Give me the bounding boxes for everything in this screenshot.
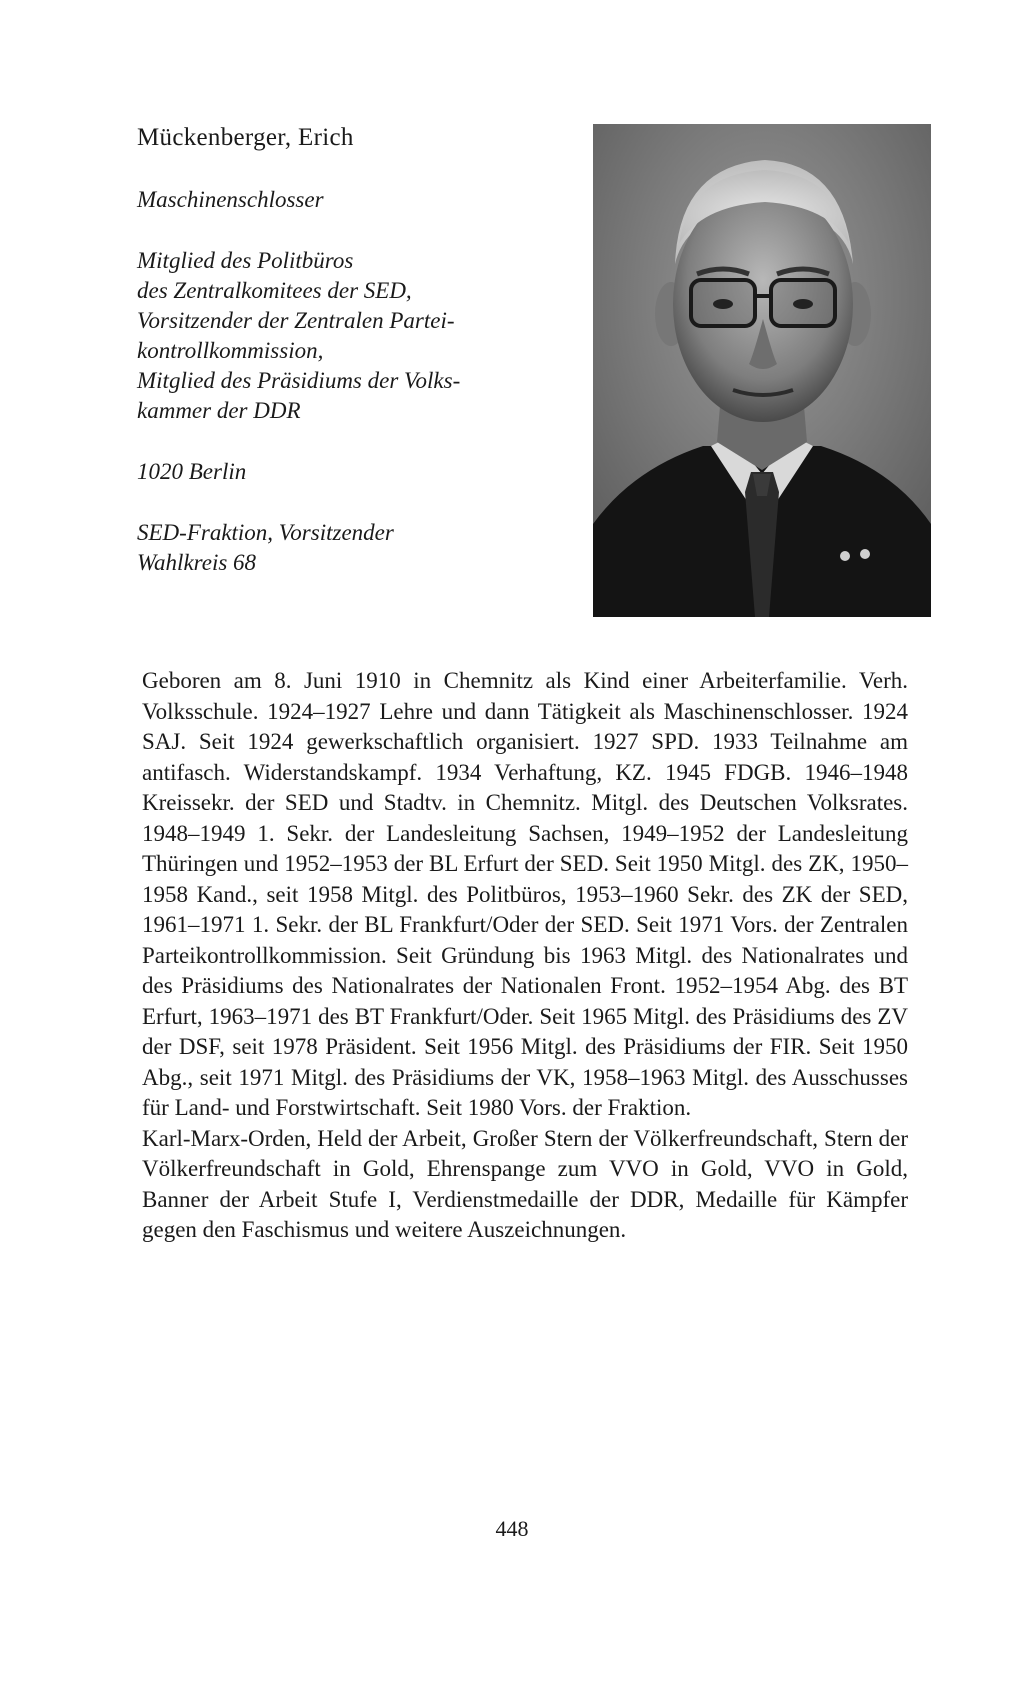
- position-line: Mitglied des Präsidiums der Volks-: [137, 368, 461, 393]
- position-line: Mitglied des Politbüros: [137, 248, 354, 273]
- biography-block: [142, 666, 908, 1246]
- faction-line: Wahlkreis 68: [137, 550, 257, 575]
- city: 1020 Berlin: [137, 459, 247, 484]
- profession: Maschinenschlosser: [137, 187, 324, 212]
- portrait-illustration: [593, 124, 931, 617]
- portrait-photo: [593, 124, 931, 617]
- position-line: kontrollkommission,: [137, 338, 324, 363]
- biography-text: Geboren am 8. Juni 1910 in Chemnitz als Kind einer Arbeiterfamilie. Verh. Volksschule. 1924–1927 Lehre und dann Tätigkeit als Maschinenschlosser. 1924 SAJ. Seit 1924 gewerkschaftlich organisiert. 1927 SPD. 1933 Teilnahme am antifasch. Widerstandskampf. 1934 Verhaftung, KZ. 1945 FDGB. 1946–1948 Kreissekr. der SED und Stadtv. in Chemnitz. Mitgl. des Deutschen Volksrates. 1948–1949 1. Sekr. der Landesleitung Sachsen, 1949–1952 der Landesleitung Thüringen und 1952–1953 der BL Erfurt der SED. Seit 1950 Mitgl. des ZK, 1950–1958 Kand., seit 1958 Mitgl. des Politbüros, 1953–1960 Sekr. des ZK der SED, 1961–1971 1. Sekr. der BL Frankfurt/Oder der SED. Seit 1971 Vors. der Zentralen Parteikontrollkommission. Seit Gründung bis 1963 Mitgl. des Nationalrates und des Präsidiums des Nationalrates der Nationalen Front. 1952–1954 Abg. des BT Erfurt, 1963–1971 des BT Frankfurt/Oder. Seit 1965 Mitgl. des Präsidiums des ZV der DSF, seit 1978 Präsident. Seit 1956 Mitgl. des Präsidiums der FIR. Seit 1950 Abg., seit 1971 Mitgl. des Präsidiums der VK, 1958–1963 Mitgl. des Ausschusses für Land- und Forstwirtschaft. Seit 1980 Vors. der Fraktion.: [142, 668, 908, 1120]
- position-line: Vorsitzender der Zentralen Partei-: [137, 308, 455, 333]
- page-number: 448: [495, 1516, 529, 1541]
- awards-text: Karl-Marx-Orden, Held der Arbeit, Großer Stern der Völkerfreundschaft, Stern der Völkerfreundschaft in Gold, Ehrenspange zum VVO in Gold, VVO in Gold, Banner der Arbeit Stufe I, Verdienstmedaille der DDR, Medaille für Kämpfer gegen den Faschismus und weitere Auszeichnungen.: [142, 1125, 908, 1242]
- position-line: kammer der DDR: [137, 398, 301, 423]
- faction-line: SED-Fraktion, Vorsitzender: [137, 520, 394, 545]
- position-line: des Zentralkomitees der SED,: [137, 278, 412, 303]
- faction-info: [137, 518, 577, 578]
- person-name: Mückenberger, Erich: [137, 124, 354, 151]
- positions-list: [137, 246, 577, 426]
- entry-meta: [137, 185, 577, 578]
